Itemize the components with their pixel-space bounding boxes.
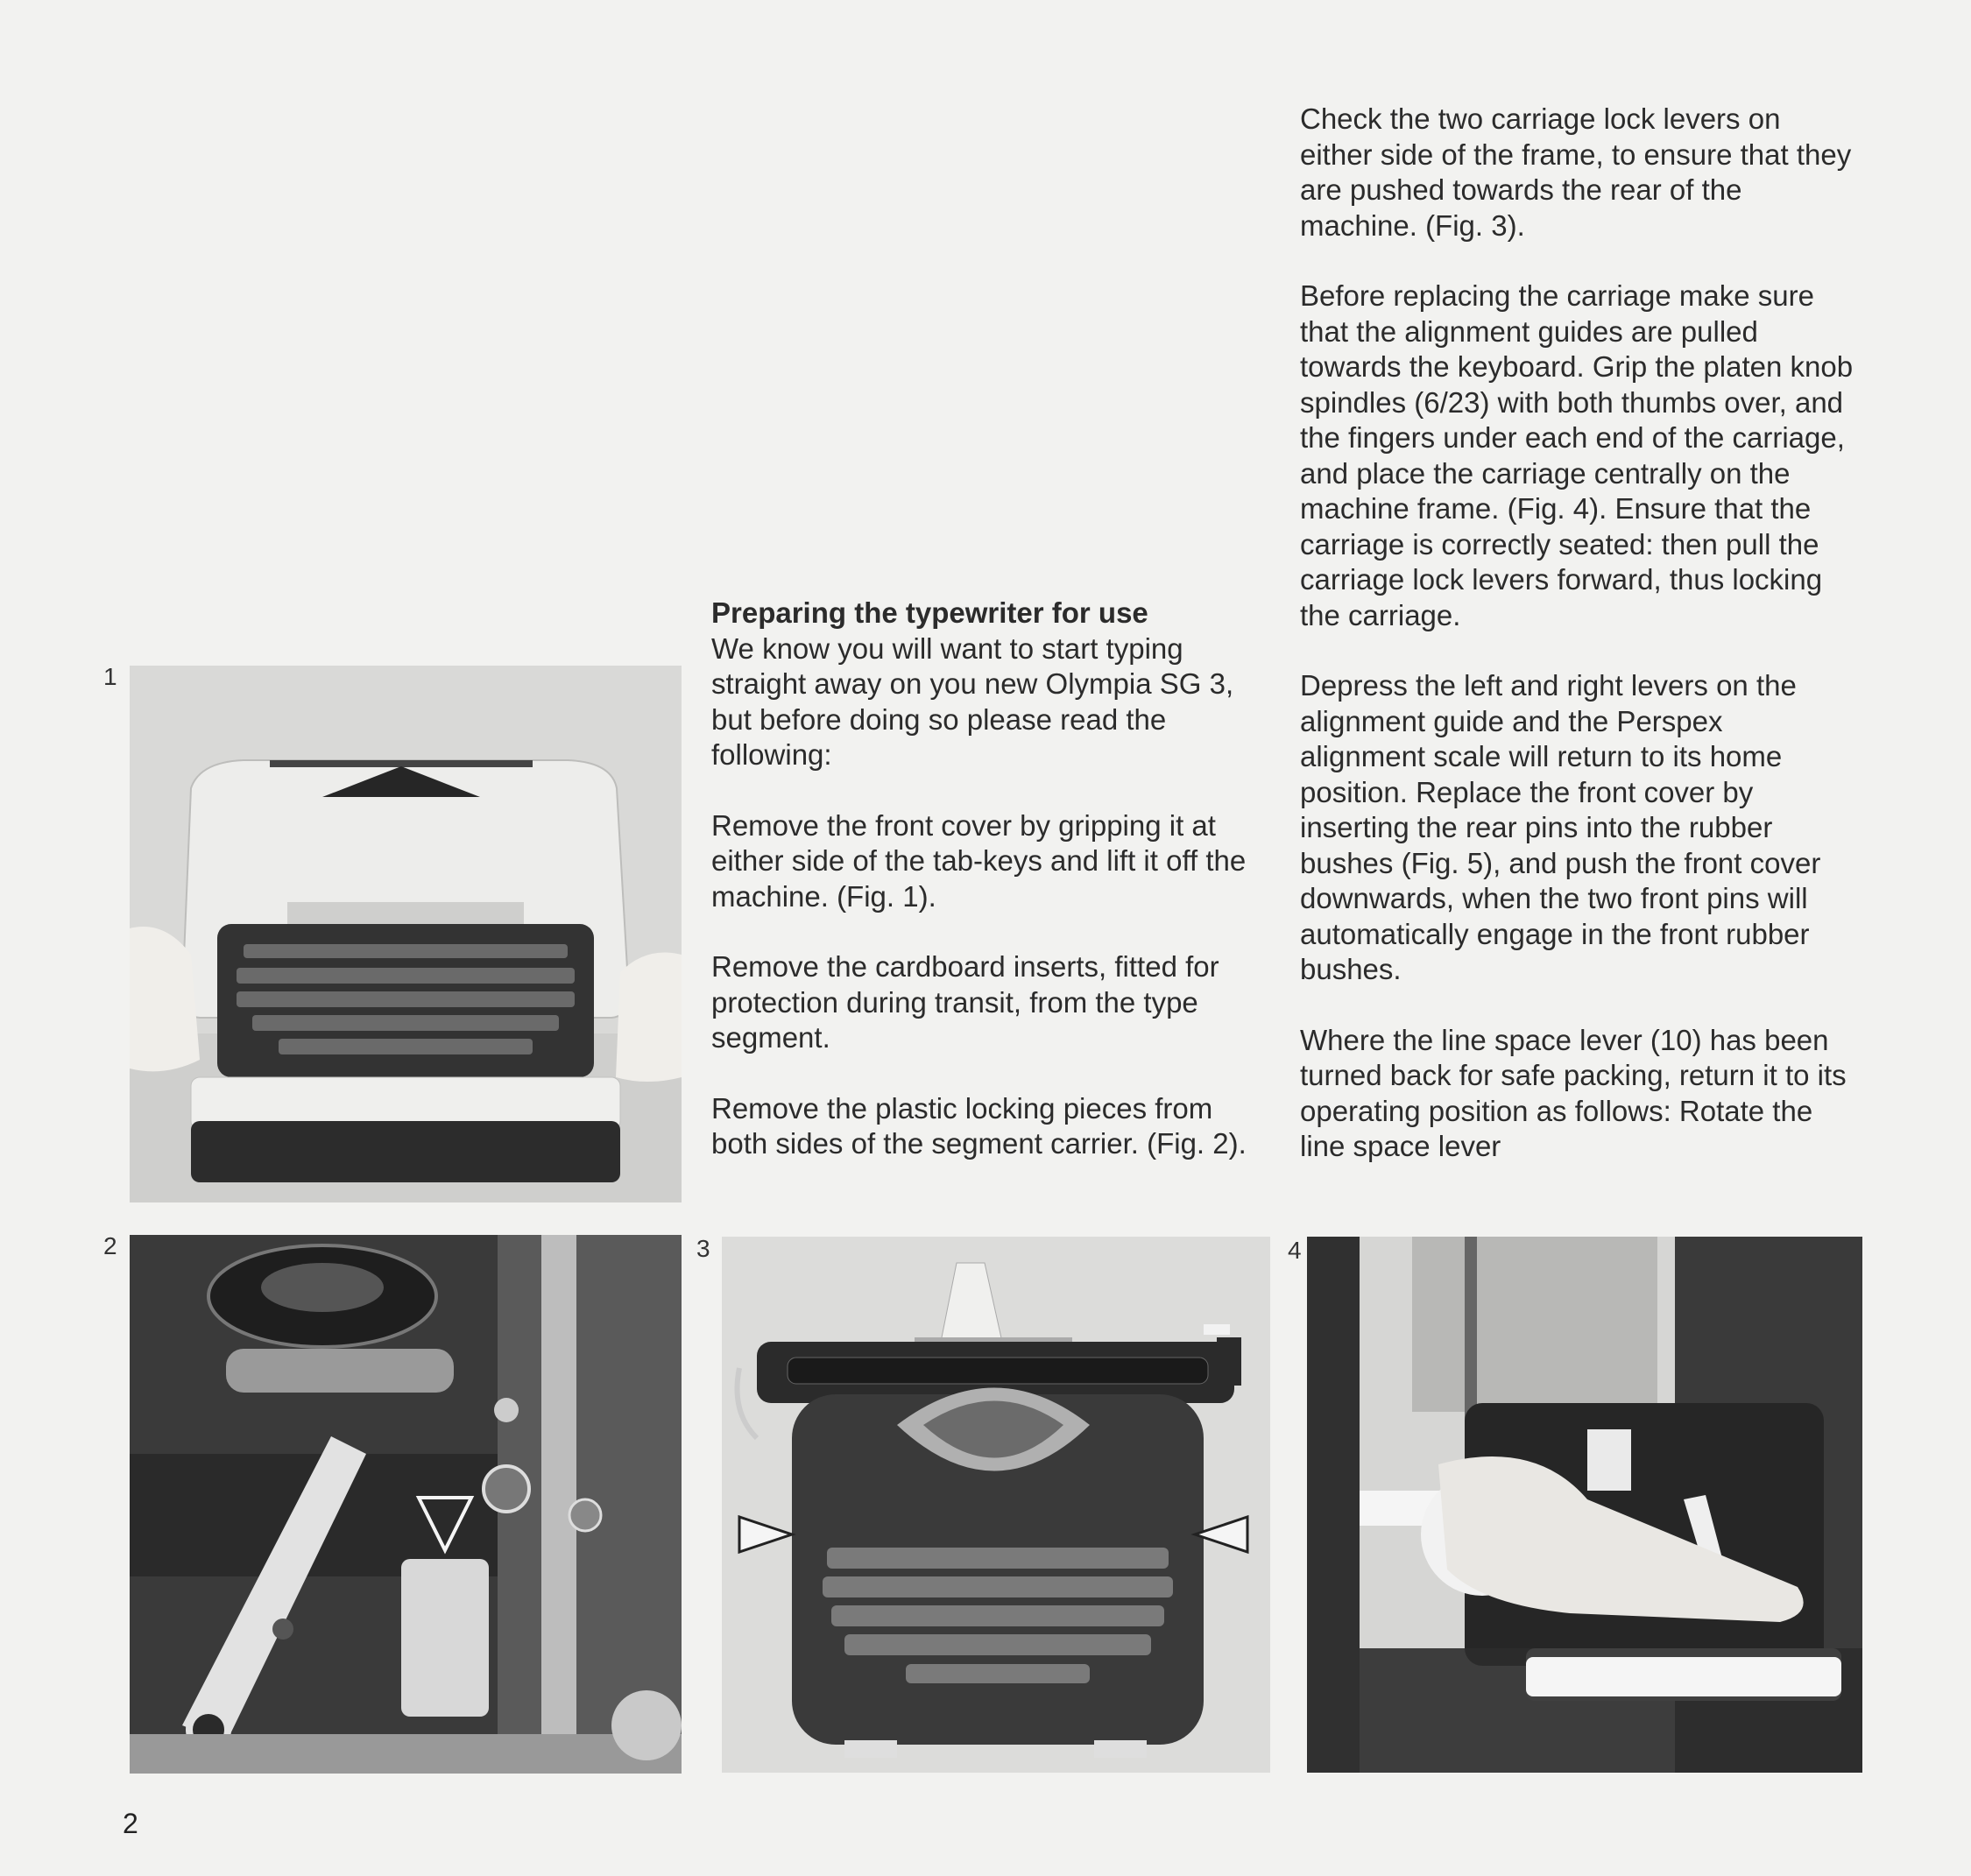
page-number: 2 (123, 1808, 138, 1839)
figure-4-number: 4 (1288, 1237, 1302, 1264)
middle-paragraph: Remove the plastic locking pieces from both sides of the segment carrier. (Fig. 2). (711, 1091, 1247, 1160)
figure-3-photo (722, 1237, 1270, 1773)
figure-4-photo (1307, 1237, 1862, 1773)
middle-paragraph: Remove the cardboard inserts, fitted for protection during transit, from the type segment. (711, 950, 1219, 1054)
right-paragraph: Before replacing the carriage make sure that the alignment guides are pulled towards the keyboard. Grip the platen knob spindles (6/23) with both thumbs over, and the fingers under each end of the carriage, and place the carriage centrally on the machine frame. (Fig. 4). Ensure that the carriage is correctly seated: then pull the carriage lock levers forward, thus locking the carriage. (1300, 279, 1854, 631)
right-paragraph: Depress the left and right levers on the alignment guide and the Perspex alignment scale will return to its home position. Replace the front cover by inserting the rear pins into the rubber bushes (Fig. 5), and push the front cover downwards, when the two front pins will automatically engage in the front rubber bushes. (1300, 669, 1821, 985)
middle-text-column (711, 596, 1254, 1197)
segment-carrier-illustration (130, 1235, 682, 1774)
figure-1-photo (130, 666, 682, 1202)
figure-1-number: 1 (103, 663, 117, 690)
typewriter-front-illustration (722, 1237, 1270, 1773)
right-paragraph: Check the two carriage lock levers on either side of the frame, to ensure that they are pushed towards the rear of the machine. (Fig. 3). (1300, 102, 1852, 242)
figure-2-number: 2 (103, 1232, 117, 1259)
typewriter-cover-illustration (130, 666, 682, 1202)
right-text-column (1300, 102, 1854, 1200)
right-paragraph: Where the line space lever (10) has been turned back for safe packing, return it to its operating position as follows: Rotate the line space lever (1300, 1023, 1847, 1162)
section-heading: Preparing the typewriter for use (711, 596, 1148, 629)
carriage-placement-illustration (1307, 1237, 1862, 1773)
middle-paragraph: We know you will want to start typing straight away on you new Olympia SG 3, but before doing so please read the following: (711, 631, 1234, 771)
figure-3-number: 3 (696, 1235, 710, 1262)
middle-paragraph: Remove the front cover by gripping it at either side of the tab-keys and lift it off the machine. (Fig. 1). (711, 808, 1247, 913)
figure-2-photo (130, 1235, 682, 1774)
